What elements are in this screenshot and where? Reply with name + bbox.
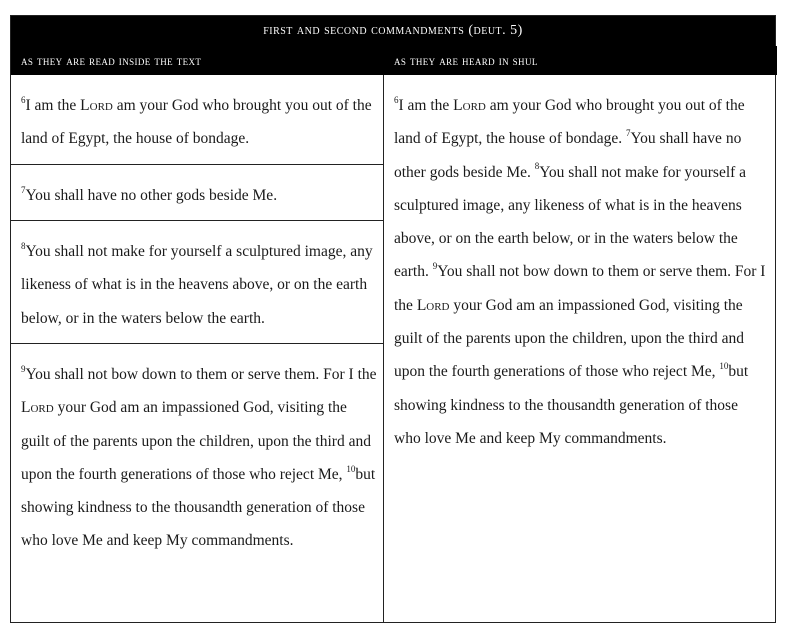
verse-number: 8	[21, 240, 26, 251]
verse-number: 6	[394, 94, 399, 105]
lord-word: Lord	[21, 399, 54, 417]
left-cell-verse-8	[11, 221, 383, 344]
left-column-header: as they are read inside the text	[11, 46, 384, 75]
verse-number: 9	[21, 363, 26, 374]
verse-text: You shall have no other gods beside Me.	[25, 187, 278, 204]
verse-text: You shall not make for yourself a sculptured image, any likeness of what is in the heavens above, or on the earth below, or in the waters below the earth.	[21, 243, 373, 327]
verse-text: your God am an impassioned God, visiting the guilt of the parents upon the children, upon the third and upon the fourth generations of those who reject Me,	[21, 399, 371, 483]
verse-number: 9	[432, 261, 438, 272]
verse-text: I am the	[25, 97, 81, 114]
verse-text: your God am an impassioned God, visiting the guilt of the parents upon the children, upon the third and upon the fourth generations of those who reject Me,	[394, 296, 744, 381]
right-column-text	[384, 75, 776, 455]
verse-text: You shall have no other gods beside Me.	[394, 130, 742, 181]
commandments-table	[10, 15, 776, 623]
table-title: first and second commandments (deut. 5)	[11, 16, 775, 46]
verse-text: You shall not bow down to them or serve them. For I the	[25, 366, 377, 383]
lord-word: Lord	[80, 97, 113, 114]
verse-number: 7	[21, 184, 26, 195]
verse-number: 7	[626, 128, 631, 139]
verse-text: but showing kindness to the thousandth generation of those who love Me and keep My commandments.	[394, 363, 749, 447]
verse-text: I am the	[398, 97, 454, 114]
left-cell-verse-9-10	[11, 344, 383, 622]
verse-text: am your God who brought you out of the land of Egypt, the house of bondage.	[21, 97, 372, 148]
lord-word: Lord	[416, 296, 450, 314]
left-cell-verse-6	[11, 75, 383, 165]
verse-text: am your God who brought you out of the land of Egypt, the house of bondage.	[394, 97, 745, 148]
verse-text: You shall not make for yourself a sculptured image, any likeness of what is in the heavens above, or on the earth below, or in the waters below the earth.	[394, 163, 747, 281]
verse-number: 10	[719, 361, 729, 372]
lord-word: Lord	[453, 97, 486, 114]
right-column-header: as they are heard in shul	[384, 46, 777, 75]
verse-number: 6	[21, 94, 26, 105]
verse-text: You shall not bow down to them or serve them. For I the	[394, 263, 766, 314]
verse-text: but showing kindness to the thousandth generation of those who love Me and keep My commandments.	[21, 465, 376, 550]
verse-number: 8	[534, 161, 540, 172]
verse-number: 10	[346, 463, 356, 474]
left-cell-verse-7	[11, 165, 383, 221]
